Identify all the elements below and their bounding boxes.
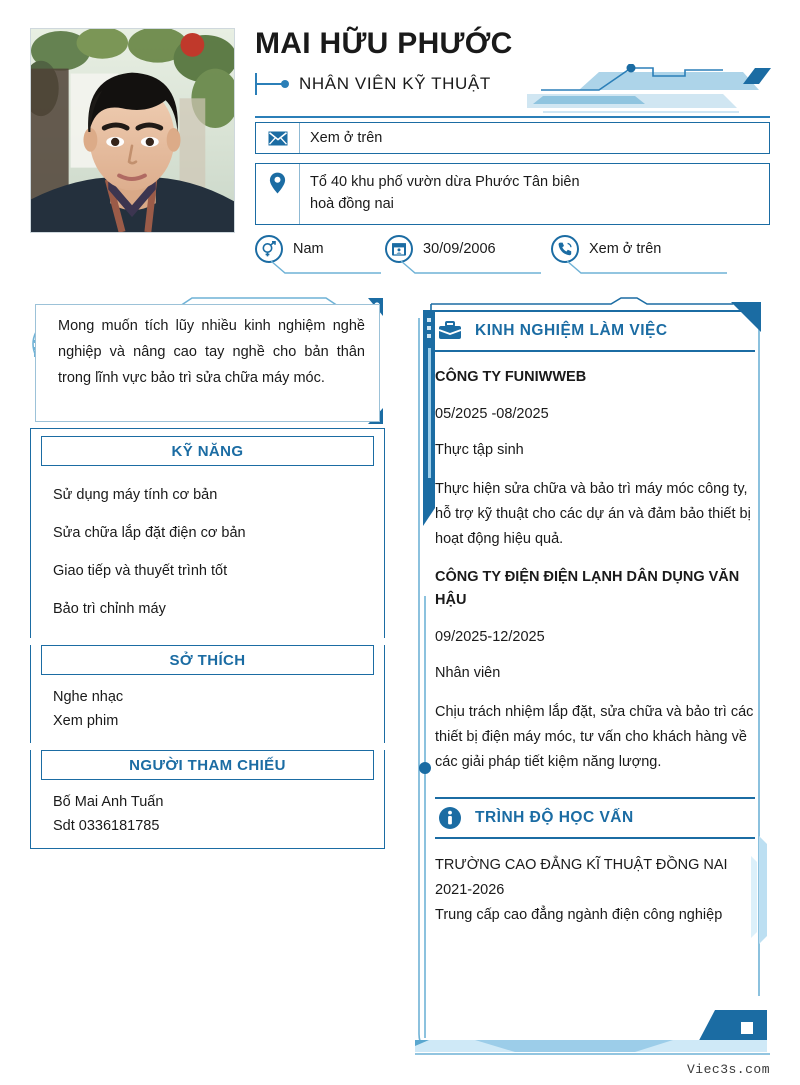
meta-phone[interactable] [551,235,661,263]
address-value [300,164,580,215]
section-references-title: NGƯỜI THAM CHIẾU [129,756,286,774]
right-column [415,296,770,1056]
experience-item [435,366,755,552]
phone-value: Xem ở trên [589,241,662,257]
section-hobbies-body [31,675,384,743]
left-column [30,296,385,849]
section-hobbies-title: SỞ THÍCH [169,651,246,669]
job-period: 05/2025 -08/2025 [435,406,549,422]
cv-header [30,20,770,270]
portrait-photo-icon [31,29,234,232]
section-skills-body [31,466,384,638]
gender-icon [255,235,283,263]
job-company: CÔNG TY ĐIỆN ĐIỆN LẠNH DÂN DỤNG VĂN HẬU [435,569,740,608]
job-role: Thực tập sinh [435,442,524,458]
section-skills-header [41,436,374,466]
education-major: Trung cấp cao đẳng ngành điện công nghiệp [435,907,723,923]
list-item: Bố Mai Anh Tuấn [53,794,164,810]
meta-row [255,235,770,271]
job-company: CÔNG TY FUNIWWEB [435,369,587,385]
avatar [30,28,235,233]
job-role: Nhân viên [435,665,501,681]
info-icon [437,805,463,831]
objective-text: Mong muốn tích lũy nhiều kinh nghiệm nghề nghiệp và nâng cao tay nghề cho bản thân trong lĩnh vực bảo trì sửa chữa máy móc. [58,318,365,386]
right-panel-content [435,310,755,928]
phone-icon [551,235,579,263]
list-item: Bảo trì chỉnh máy [53,601,166,617]
birthday-value: 30/09/2006 [423,241,496,257]
list-item: Nghe nhạc [53,689,124,705]
email-value: Xem ở trên [310,130,383,146]
envelope-icon [256,123,300,153]
section-hobbies [30,645,385,743]
header-decoration-graphic [527,64,772,116]
contact-address[interactable] [255,163,770,225]
list-item: Sửa chữa lắp đặt điện cơ bản [53,525,246,541]
address-line-1: Tổ 40 khu phố vườn dừa Phước Tân biên [310,174,580,190]
header-divider [255,116,770,118]
education-period: 2021-2026 [435,882,505,898]
section-references-header [41,750,374,780]
job-description: Chịu trách nhiệm lắp đặt, sửa chữa và bảo trì các thiết bị điện máy móc, tư vấn cho khách hàng về các giải pháp tiết kiệm năng lượng. [435,704,754,770]
meta-tail-decoration-3 [567,261,727,275]
list-item: Sdt 0336181785 [53,818,160,834]
meta-birthday[interactable] [385,235,496,263]
gender-value: Nam [293,241,324,257]
address-line-2: hoà đồng nai [310,196,394,212]
meta-gender[interactable] [255,235,324,263]
section-experience-header [435,310,755,352]
page-title: MAI HỮU PHƯỚC [255,27,513,60]
footer-watermark: Viec3s.com [686,1062,770,1077]
header-text-block [255,20,770,270]
education-item [435,853,755,928]
contact-email[interactable] [255,122,770,154]
objective-box [35,304,380,422]
experience-item [435,566,755,775]
section-education-title: TRÌNH ĐỘ HỌC VẤN [475,809,634,826]
job-title: NHÂN VIÊN KỸ THUẬT [299,74,491,93]
section-hobbies-header [41,645,374,675]
objective-card [30,296,385,428]
list-item: Sử dụng máy tính cơ bản [53,487,218,503]
map-pin-icon [256,164,300,224]
job-description: Thực hiện sửa chữa và bảo trì máy móc công ty, hỗ trợ kỹ thuật cho các dự án và đảm bảo thiết bị hoạt động hiệu quả. [435,481,751,547]
section-references [30,750,385,849]
job-period: 09/2025-12/2025 [435,629,545,645]
title-lead-decoration [255,77,291,91]
section-experience-title: KINH NGHIỆM LÀM VIỆC [475,322,668,339]
section-skills [30,428,385,638]
list-item: Xem phim [53,713,119,729]
meta-tail-decoration-1 [271,261,381,275]
briefcase-icon [437,318,463,344]
education-school: TRƯỜNG CAO ĐẲNG KĨ THUẬT ĐỒNG NAI [435,857,728,873]
list-item: Giao tiếp và thuyết trình tốt [53,563,228,579]
section-skills-title: KỸ NĂNG [171,442,244,460]
meta-tail-decoration-2 [401,261,541,275]
calendar-icon [385,235,413,263]
section-education-header [435,797,755,839]
section-references-body [31,780,384,848]
